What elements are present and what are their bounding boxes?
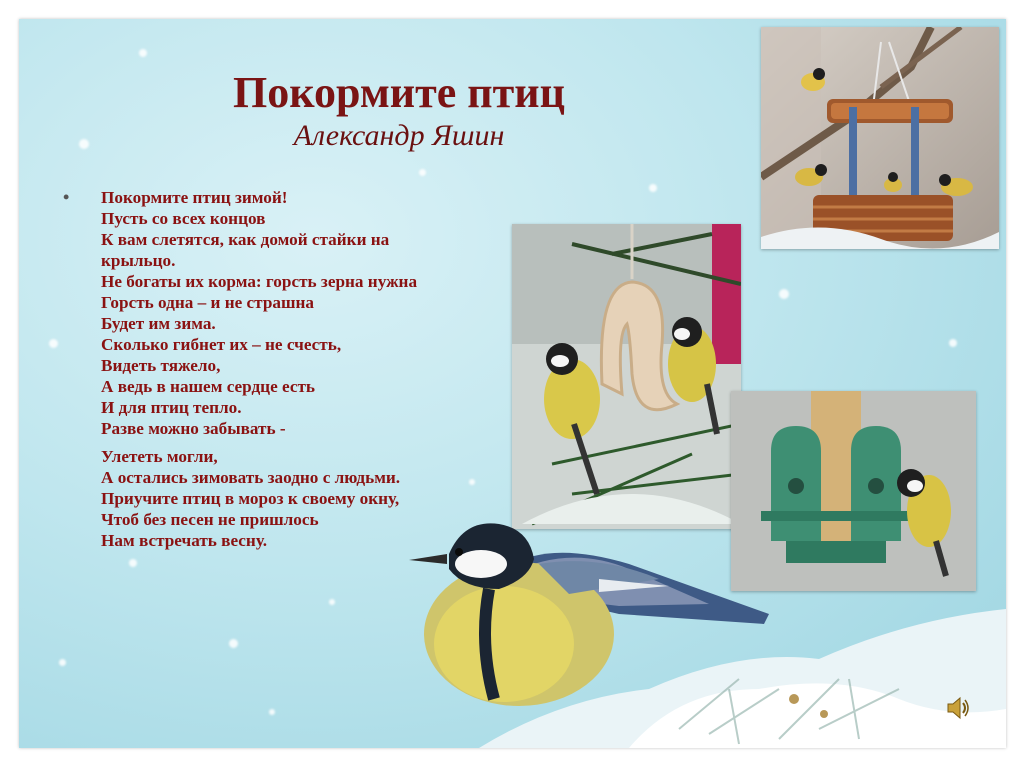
poem-line: Горсть одна – и не страшна bbox=[101, 293, 314, 312]
snowflake bbox=[139, 49, 147, 57]
poem-line: крыльцо. bbox=[101, 251, 176, 270]
poem-line: Покормите птиц зимой! bbox=[101, 188, 288, 207]
poem-line: К вам слетятся, как домой стайки на bbox=[101, 230, 390, 249]
snowflake bbox=[269, 709, 275, 715]
slide-title: Покормите птиц bbox=[233, 68, 565, 117]
poem-line: Пусть со всех концов bbox=[101, 209, 266, 228]
poem-line: Нам встречать весну. bbox=[101, 531, 267, 550]
snowflake bbox=[229, 639, 238, 648]
poem-line: А остались зимовать заодно с людьми. bbox=[101, 468, 401, 487]
snowflake bbox=[59, 659, 66, 666]
poem-line: Улететь могли, bbox=[101, 447, 218, 466]
bullet-marker: • bbox=[63, 187, 70, 207]
poem-line: Сколько гибнет их – не счесть, bbox=[101, 335, 342, 354]
photo-basket-feeder bbox=[761, 27, 999, 249]
poem-line: И для птиц тепло. bbox=[101, 398, 242, 417]
snowflake bbox=[129, 559, 137, 567]
poem-line: Разве можно забывать - bbox=[101, 419, 286, 438]
poem-line: Будет им зима. bbox=[101, 314, 216, 333]
snowflake bbox=[419, 169, 426, 176]
snowflake bbox=[649, 184, 657, 192]
snowflake bbox=[329, 599, 335, 605]
great-tit-illustration bbox=[369, 494, 769, 724]
poem-line: Видеть тяжело, bbox=[101, 356, 221, 375]
snowflake bbox=[779, 289, 789, 299]
poem-line: А ведь в нашем сердце есть bbox=[101, 377, 316, 396]
speaker-icon[interactable] bbox=[945, 695, 971, 721]
slide-author: Александр Яшин bbox=[293, 119, 505, 152]
poem-line: Не богаты их корма: горсть зерна нужна bbox=[101, 272, 418, 291]
snowflake bbox=[49, 339, 58, 348]
slide bbox=[19, 19, 1006, 748]
poem-line: Приучите птиц в мороз к своему окну, bbox=[101, 489, 400, 508]
snowflake bbox=[949, 339, 957, 347]
poem-stanza-1 bbox=[101, 187, 521, 439]
photo-tits-on-bread bbox=[512, 224, 741, 529]
poem-line: Чтоб без песен не пришлось bbox=[101, 510, 319, 529]
